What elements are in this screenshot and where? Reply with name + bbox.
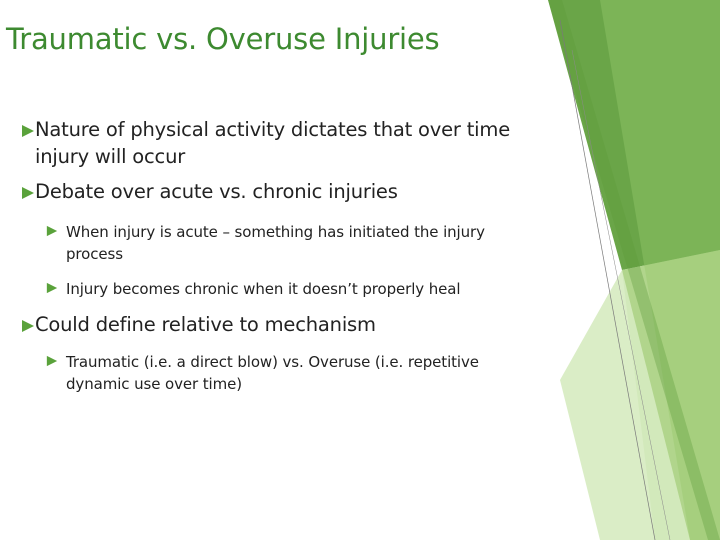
bullet-line: dynamic use over time)	[66, 375, 242, 393]
bullet-line: Injury becomes chronic when it doesn’t properly heal	[66, 280, 461, 298]
triangle-right-icon	[21, 319, 35, 333]
bullet-line: When injury is acute – something has initiated the injury	[66, 223, 485, 241]
triangle-right-icon	[46, 225, 60, 239]
bullet-line: Debate over acute vs. chronic injuries	[35, 180, 398, 203]
bullet-line: Nature of physical activity dictates that over time	[35, 118, 510, 141]
bullet-line: Traumatic (i.e. a direct blow) vs. Overuse (i.e. repetitive	[66, 353, 479, 371]
triangle-right-icon	[46, 355, 60, 369]
bullet-line: injury will occur	[35, 145, 186, 168]
bullet-line: process	[66, 245, 123, 263]
triangle-right-icon	[46, 282, 60, 296]
triangle-right-icon	[21, 124, 35, 138]
bullet-line: Could define relative to mechanism	[35, 313, 376, 336]
slide-title: Traumatic vs. Overuse Injuries	[6, 22, 440, 56]
triangle-right-icon	[21, 186, 35, 200]
